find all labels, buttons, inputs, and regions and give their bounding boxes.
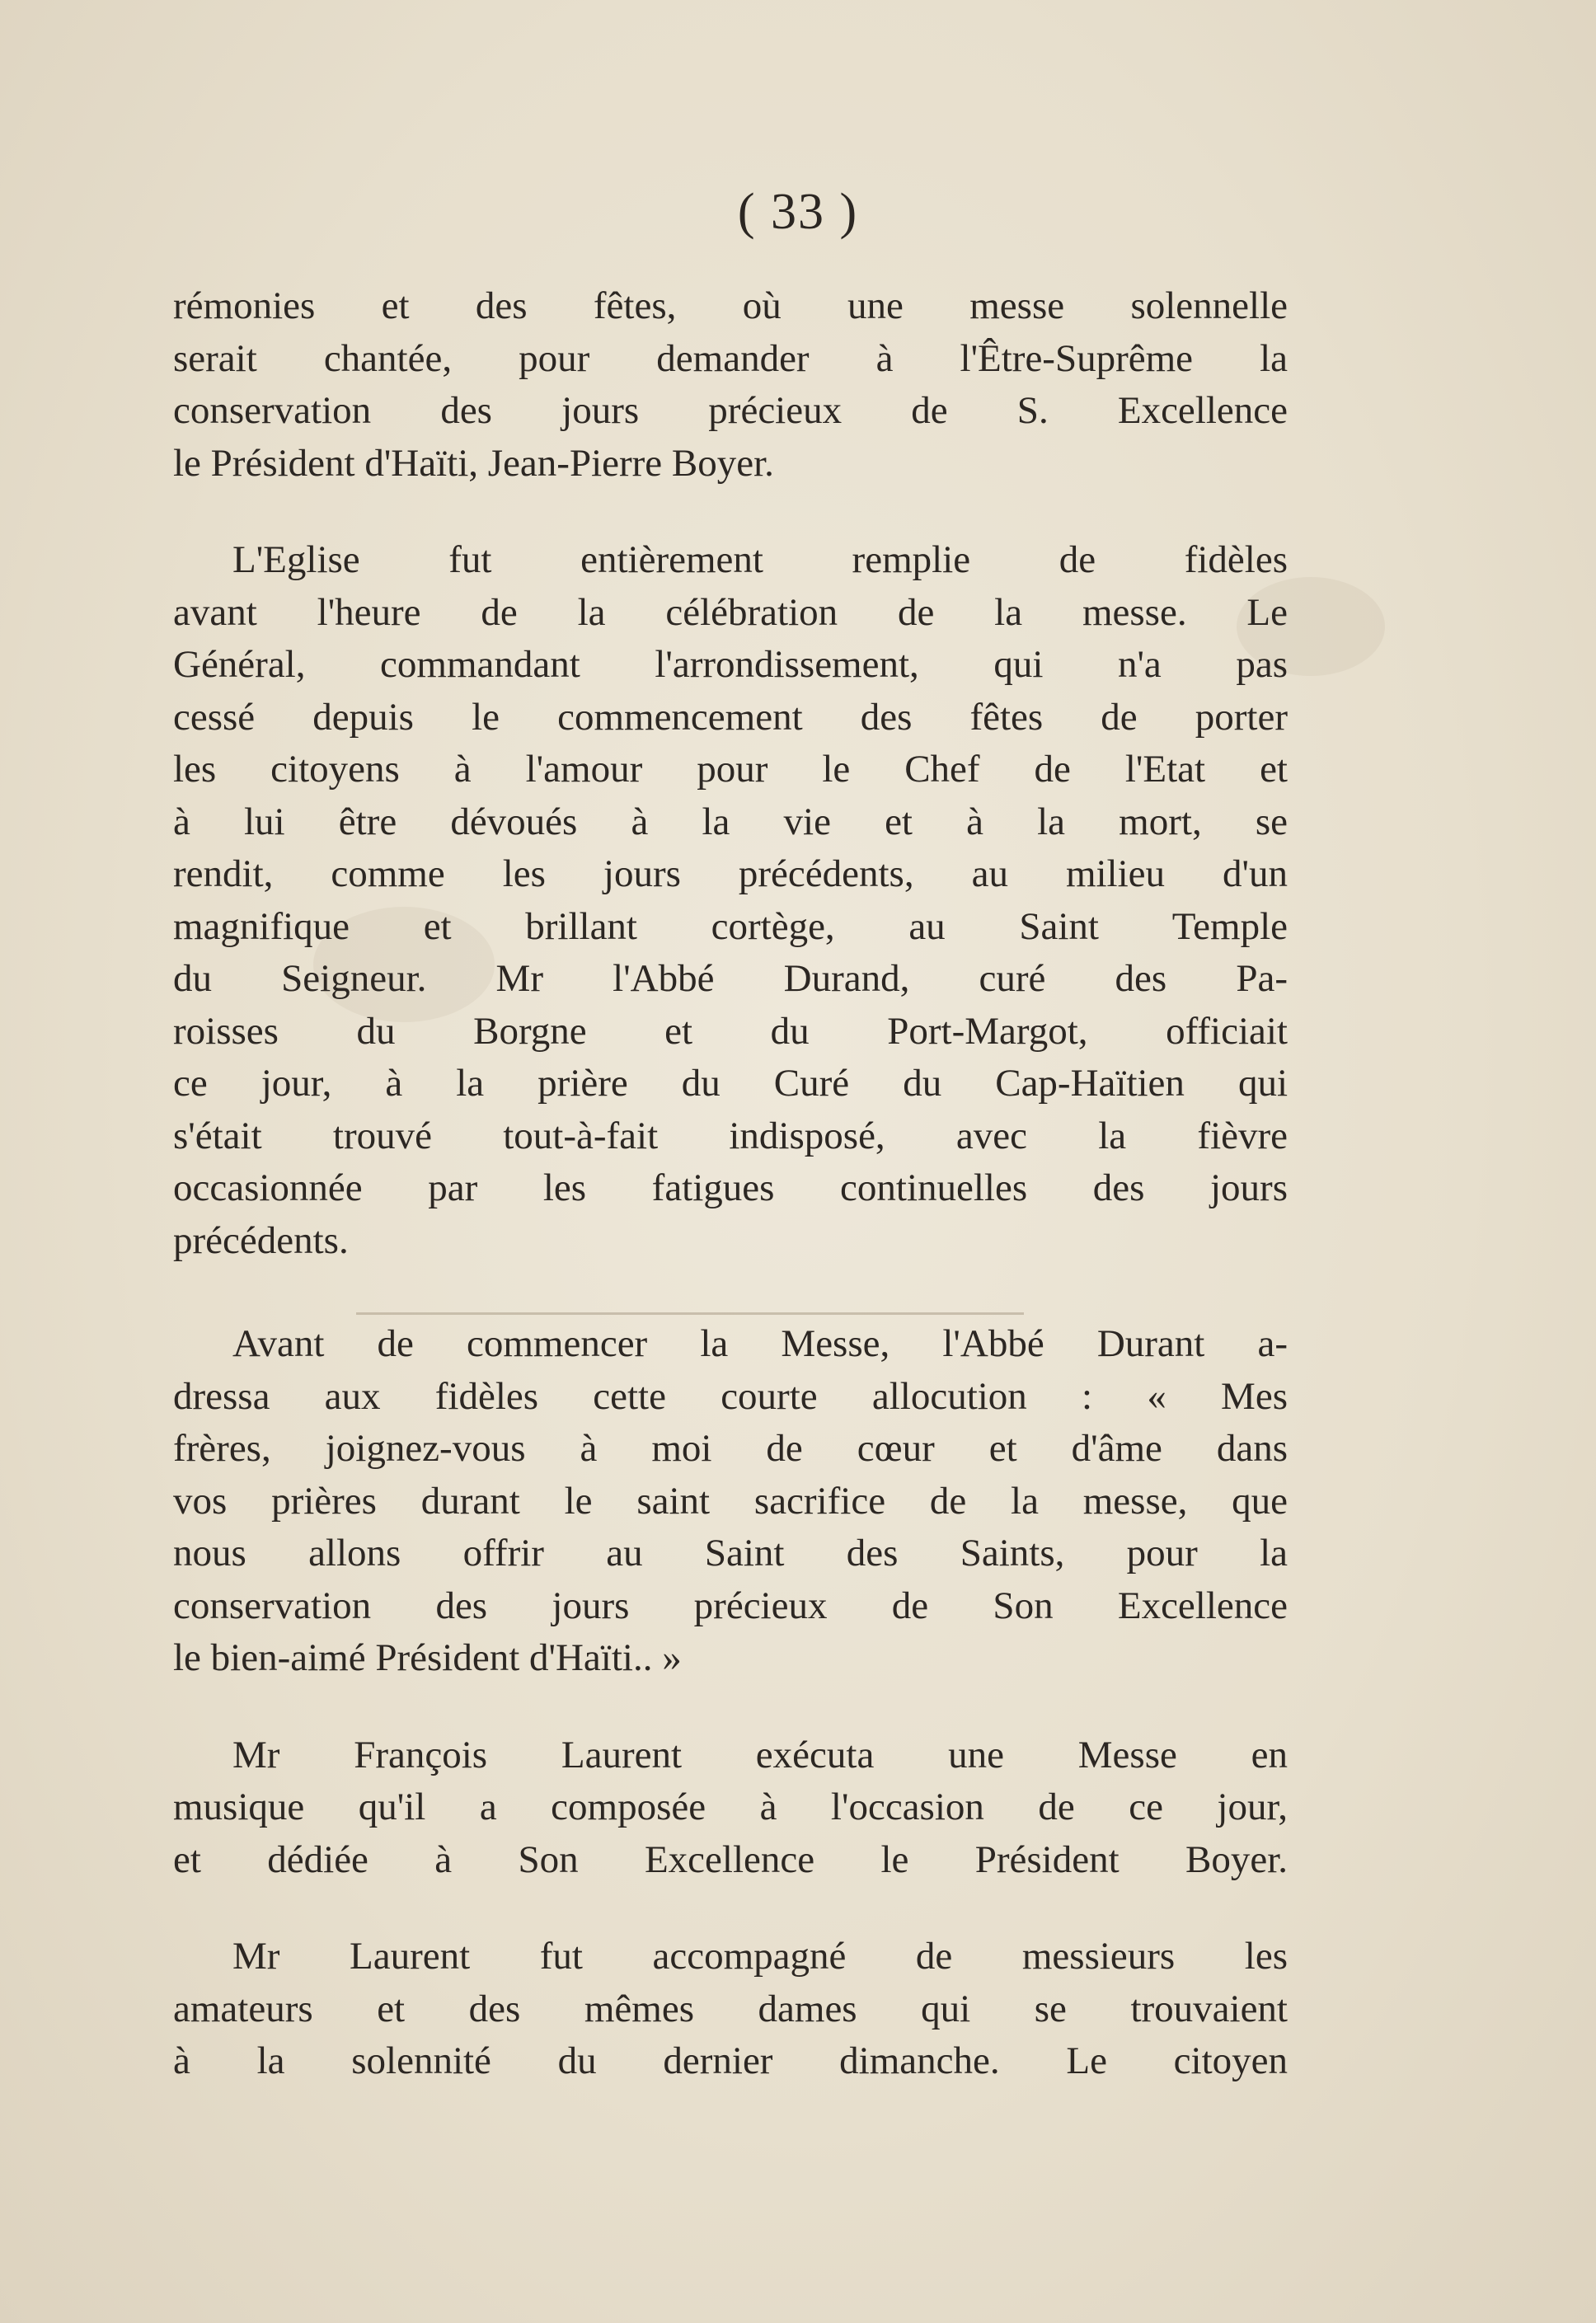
text-line: vos prières durant le saint sacrifice de la messe, que	[173, 1479, 1288, 1523]
body-text	[173, 280, 1288, 2088]
text-line: rendit, comme les jours précédents, au milieu d'un	[173, 852, 1288, 895]
text-line: et dédiée à Son Excellence le Président Boyer.	[173, 1837, 1288, 1881]
text-line: avant l'heure de la célébration de la messe. Le	[173, 590, 1288, 634]
text-line: Avant de commencer la Messe, l'Abbé Durant a-	[232, 1322, 1288, 1365]
text-line: serait chantée, pour demander à l'Être-Suprême la	[173, 336, 1288, 380]
text-line: les citoyens à l'amour pour le Chef de l'Etat et	[173, 748, 1288, 791]
text-line: du Seigneur. Mr l'Abbé Durand, curé des Pa-	[173, 957, 1288, 1000]
text-line: rémonies et des fêtes, où une messe solennelle	[173, 284, 1288, 327]
paragraph-4	[173, 1729, 1288, 1887]
paragraph-3	[173, 1318, 1288, 1685]
text-line: à la solennité du dernier dimanche. Le citoyen	[173, 2039, 1288, 2082]
text-line: roisses du Borgne et du Port-Margot, officiait	[173, 1009, 1288, 1053]
text-line: Mr François Laurent exécuta une Messe en	[232, 1733, 1288, 1776]
text-line: nous allons offrir au Saint des Saints, pour la	[173, 1532, 1288, 1574]
text-line: le bien-aimé Président d'Haïti.. »	[173, 1636, 682, 1679]
paragraph-5	[173, 1931, 1288, 2088]
text-line: magnifique et brillant cortège, au Saint Temple	[173, 904, 1288, 948]
text-line: s'était trouvé tout-à-fait indisposé, avec la fièvre	[173, 1114, 1288, 1157]
paragraph-1	[173, 280, 1288, 490]
text-line: conservation des jours précieux de S. Excellence	[173, 389, 1288, 432]
text-line: à lui être dévoués à la vie et à la mort, se	[173, 800, 1288, 843]
text-line: le Président d'Haïti, Jean-Pierre Boyer.	[173, 441, 774, 485]
paragraph-2	[173, 534, 1288, 1267]
text-line: précédents.	[173, 1218, 349, 1262]
text-line: ce jour, à la prière du Curé du Cap-Haïtien qui	[173, 1062, 1288, 1105]
text-line: frères, joignez-vous à moi de cœur et d'âme dans	[173, 1427, 1288, 1470]
text-line: occasionnée par les fatigues continuelles des jours	[173, 1166, 1288, 1209]
text-line: conservation des jours précieux de Son Excellence	[173, 1584, 1288, 1627]
text-line: cessé depuis le commencement des fêtes de porter	[173, 695, 1288, 739]
text-line: amateurs et des mêmes dames qui se trouvaient	[173, 1987, 1288, 2030]
page-number: ( 33 )	[737, 184, 859, 240]
text-line: dressa aux fidèles cette courte allocution : « Mes	[173, 1374, 1288, 1418]
text-line: Mr Laurent fut accompagné de messieurs les	[232, 1935, 1288, 1978]
section-divider	[356, 1312, 1024, 1315]
text-line: Général, commandant l'arrondissement, qui n'a pas	[173, 643, 1288, 686]
text-line: L'Eglise fut entièrement remplie de fidèles	[232, 538, 1288, 581]
text-line: musique qu'il a composée à l'occasion de ce jour,	[173, 1786, 1288, 1828]
